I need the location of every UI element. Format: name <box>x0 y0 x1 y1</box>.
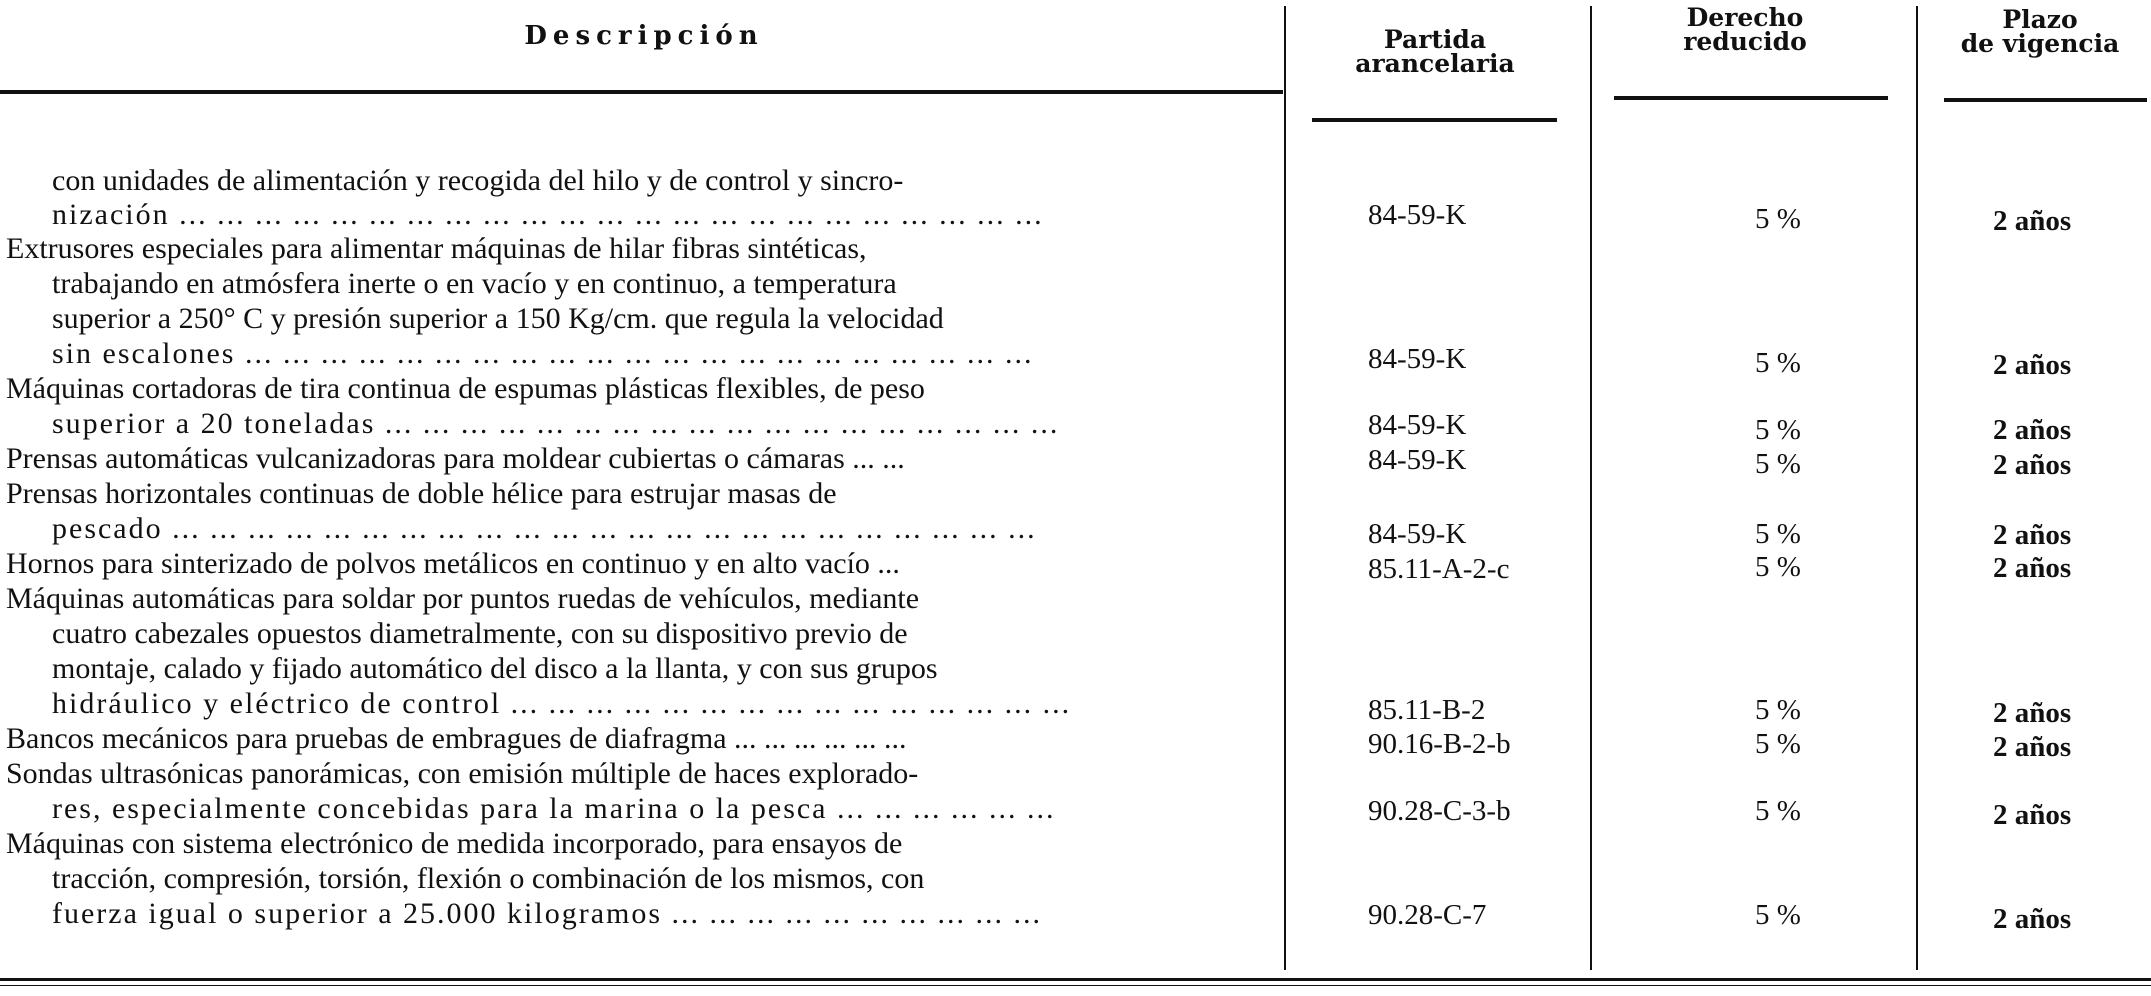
bottom-rule <box>0 978 2151 981</box>
column-divider-1 <box>1284 6 1286 970</box>
derecho-cell: 5 % <box>1755 728 1801 760</box>
derecho-cell: 5 % <box>1755 203 1801 235</box>
header-descripcion: Descripción <box>524 21 764 51</box>
partida-cell: 90.16-B-2-b <box>1368 728 1511 760</box>
column-divider-2 <box>1590 6 1592 970</box>
partida-cell: 84-59-K <box>1368 343 1467 375</box>
plazo-cell: 2 años <box>1993 799 2072 831</box>
desc-line: superior a 250° C y presión superior a 150 Kg/cm. que regula la velocidad <box>52 302 944 335</box>
header-partida <box>1310 25 1560 78</box>
desc-line: Prensas horizontales continuas de doble hélice para estrujar masas de <box>6 477 837 510</box>
plazo-cell: 2 años <box>1993 349 2072 381</box>
header-partida-line2: arancelaria <box>1355 49 1515 78</box>
rule-descripcion <box>0 90 1283 94</box>
derecho-cell: 5 % <box>1755 414 1801 446</box>
derecho-cell: 5 % <box>1755 347 1801 379</box>
desc-line: Bancos mecánicos para pruebas de embragues de diafragma ... ... ... ... ... ... <box>6 722 907 755</box>
plazo-cell: 2 años <box>1993 731 2072 763</box>
desc-line: Máquinas automáticas para soldar por puntos ruedas de vehículos, mediante <box>6 582 920 615</box>
derecho-cell: 5 % <box>1755 694 1801 726</box>
derecho-cell: 5 % <box>1755 899 1801 931</box>
plazo-cell: 2 años <box>1993 205 2072 237</box>
desc-line: Máquinas cortadoras de tira continua de espumas plásticas flexibles, de peso <box>6 372 925 405</box>
partida-cell: 90.28-C-3-b <box>1368 795 1511 827</box>
desc-line: sin escalones ... ... ... ... ... ... ... ... ... ... ... ... ... ... ... ... ... ... ... ... ... <box>52 337 1034 370</box>
header-derecho-line2: reducido <box>1683 27 1807 56</box>
desc-line: fuerza igual o superior a 25.000 kilogramos ... ... ... ... ... ... ... ... ... ... <box>52 897 1043 930</box>
rule-derecho <box>1614 96 1888 100</box>
partida-cell: 84-59-K <box>1368 444 1467 476</box>
derecho-cell: 5 % <box>1755 551 1801 583</box>
desc-line: cuatro cabezales opuestos diametralmente, con su dispositivo previo de <box>52 617 908 650</box>
partida-cell: 84-59-K <box>1368 199 1467 231</box>
bottom-rule-2 <box>0 985 2151 986</box>
plazo-cell: 2 años <box>1993 449 2072 481</box>
desc-line: res, especialmente concebidas para la marina o la pesca ... ... ... ... ... ... <box>52 792 1056 825</box>
desc-line: trabajando en atmósfera inerte o en vacío y en continuo, a temperatura <box>52 267 897 300</box>
desc-line: hidráulico y eléctrico de control ... ... ... ... ... ... ... ... ... ... ... ... ... ... ... <box>52 687 1072 720</box>
desc-line: pescado ... ... ... ... ... ... ... ... ... ... ... ... ... ... ... ... ... ... ... ... ... ... ... <box>52 512 1037 545</box>
rule-plazo <box>1944 98 2147 102</box>
header-derecho <box>1620 3 1870 56</box>
desc-line: Prensas automáticas vulcanizadoras para moldear cubiertas o cámaras ... ... <box>6 442 905 475</box>
desc-line: Hornos para sinterizado de polvos metálicos en continuo y en alto vacío ... <box>6 547 900 580</box>
desc-line: tracción, compresión, torsión, flexión o combinación de los mismos, con <box>52 862 925 895</box>
desc-line: Extrusores especiales para alimentar máquinas de hilar fibras sintéticas, <box>6 232 867 265</box>
column-divider-3 <box>1916 6 1918 970</box>
partida-cell: 85.11-A-2-c <box>1368 553 1510 585</box>
plazo-cell: 2 años <box>1993 414 2072 446</box>
header-plazo-line1: Plazo <box>2002 5 2078 34</box>
derecho-cell: 5 % <box>1755 795 1801 827</box>
plazo-cell: 2 años <box>1993 697 2072 729</box>
partida-cell: 85.11-B-2 <box>1368 694 1486 726</box>
desc-line: nización ... ... ... ... ... ... ... ... ... ... ... ... ... ... ... ... ... ... ... ... ... ... ... <box>52 198 1044 231</box>
rule-partida <box>1312 118 1557 122</box>
header-plazo <box>1940 5 2140 58</box>
desc-line: montaje, calado y fijado automático del disco a la llanta, y con sus grupos <box>52 652 938 685</box>
header-plazo-line2: de vigencia <box>1960 29 2120 58</box>
header-partida-line1: Partida <box>1383 25 1487 54</box>
partida-cell: 84-59-K <box>1368 518 1467 550</box>
plazo-cell: 2 años <box>1993 903 2072 935</box>
partida-cell: 90.28-C-7 <box>1368 899 1487 931</box>
plazo-cell: 2 años <box>1993 519 2072 551</box>
desc-line: superior a 20 toneladas ... ... ... ... ... ... ... ... ... ... ... ... ... ... ... ... ... ... <box>52 407 1060 440</box>
derecho-cell: 5 % <box>1755 448 1801 480</box>
desc-line: Sondas ultrasónicas panorámicas, con emisión múltiple de haces explorado- <box>6 757 919 790</box>
partida-cell: 84-59-K <box>1368 409 1467 441</box>
header-derecho-line1: Derecho <box>1686 3 1804 32</box>
derecho-cell: 5 % <box>1755 518 1801 550</box>
desc-line: Máquinas con sistema electrónico de medida incorporado, para ensayos de <box>6 827 903 860</box>
plazo-cell: 2 años <box>1993 552 2072 584</box>
desc-line: con unidades de alimentación y recogida del hilo y de control y sincro- <box>52 164 904 197</box>
